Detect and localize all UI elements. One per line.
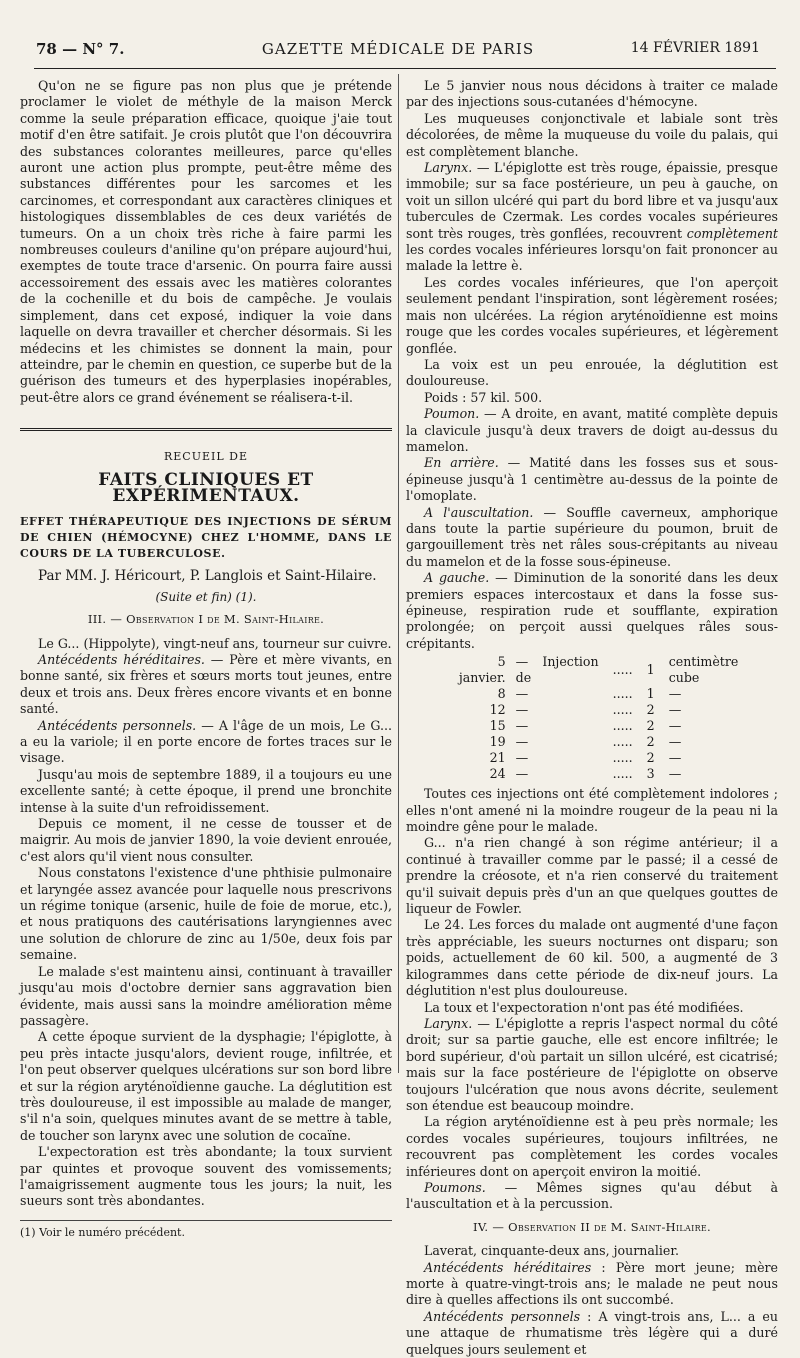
patient-line: Le G... (Hippolyte), vingt-neuf ans, tourneur sur cuivre. [38, 635, 392, 651]
personal-antecedents [20, 718, 392, 767]
injection-day: 19 [489, 734, 506, 750]
footnote-rule [20, 1220, 392, 1221]
left-side-text: — Diminution de la sonorité dans les deux premiers espaces intercostaux et dans la fosse sus-épineuse, respiration rude et soufflante, expiration prolongée; on perçoit aussi quelques râles sous-crépitants. [406, 570, 778, 651]
body-paragraph: La toux et l'expectoration n'ont pas été modifiées. [424, 999, 744, 1015]
injection-dots: ..... [612, 734, 633, 750]
section-kicker: RECUEIL DE [163, 450, 249, 464]
injection-quantity: 2 [646, 702, 655, 718]
injection-quantity: 2 [646, 718, 655, 734]
injection-quantity: 1 [646, 686, 655, 702]
body-paragraph: A cette époque survient de la dysphagie; l'épiglotte, à peu près intacte jusqu'alors, devient rouge, infiltrée, et l'on peut observer quelques ulcérations sur son bord libre et sur la région aryténoïdienne gauche. La déglutition est très douloureuse, il est impossible au malade de manger, s'il n'a soin, quelques minutes avant de se mettre à table, de toucher son larynx avec une solution de cocaïne. [20, 1029, 392, 1143]
posterior-paragraph [406, 455, 778, 504]
injection-dots: ..... [612, 686, 633, 702]
injection-row [450, 686, 778, 702]
larynx-text-end: les cordes vocales inférieures lorsqu'on fait prononcer au malade la lettre è. [406, 242, 778, 274]
injection-row [450, 718, 778, 734]
hereditary-label: Antécédents héréditaires. [38, 651, 205, 667]
larynx-label: Larynx. [424, 160, 473, 176]
injection-unit: — [668, 750, 682, 766]
injection-unit: — [668, 686, 682, 702]
injection-quantity: 3 [646, 766, 655, 782]
body-paragraph: Depuis ce moment, il ne cesse de tousser et de maigrir. Au mois de janvier 1890, la voie devient enrouée, c'est alors qu'il vient nous consulter. [20, 816, 392, 864]
body-paragraph: L'expectoration est très abondante; la toux survient par quintes et provoque souvent des vomissements; l'amaigrissement augmente tous les jours; la nuit, les sueurs sont très abondantes. [20, 1144, 392, 1209]
patient-2-line: Laverat, cinquante-deux ans, journalier. [424, 1243, 679, 1259]
injection-label: — Injection de [515, 654, 599, 686]
hereditary-2-label: Antécédents héréditaires [424, 1259, 592, 1275]
injection-row [450, 702, 778, 718]
injection-unit: — [668, 718, 682, 734]
injection-unit: — [668, 766, 682, 782]
injection-quantity: 2 [646, 750, 655, 766]
injection-label: — [515, 750, 529, 766]
hereditary-text: — Père et mère vivants, en bonne santé, six frères et sœurs morts tout jeunes, entre deux et trois ans. Deux frères encore vivants et en bonne santé. [20, 651, 392, 717]
posterior-label: En arrière. [424, 455, 499, 471]
observation-2-title: IV. — Observation II de M. Saint-Hilaire. [473, 1219, 711, 1234]
injection-day: 12 [489, 702, 506, 718]
personal-antecedents-2 [406, 1309, 778, 1358]
posterior-text: — Matité dans les fosses sus et sous-épineuse jusqu'à 1 centimètre au-dessus de la pointe de l'omoplate. [406, 455, 778, 504]
injection-dots: ..... [612, 662, 633, 678]
body-paragraph: Le 5 janvier nous nous décidons à traiter ce malade par des injections sous-cutanées d'hémocyne. [406, 78, 778, 110]
left-side-paragraph [406, 570, 778, 652]
lungs-text: — Mêmes signes qu'au début à l'auscultation et à la percussion. [406, 1179, 778, 1212]
personal-text: — A l'âge de un mois, Le G... a eu la variole; il en porte encore de fortes traces sur le visage. [20, 717, 392, 766]
injection-row [450, 766, 778, 782]
larynx-emphasis: complètement [686, 225, 778, 241]
larynx-paragraph [406, 160, 778, 275]
hereditary-antecedents [20, 652, 392, 718]
body-paragraph: Le 24. Les forces du malade ont augmenté d'une façon très appréciable, les sueurs nocturnes ont disparu; son poids, actuellement de 60 kil. 500, a augmenté de 3 kilogrammes dans cette période de dix-neuf jours. La déglutition n'est plus douloureuse. [406, 917, 778, 999]
intro-paragraph: Qu'on ne se figure pas non plus que je prétende proclamer le violet de méthyle de la maison Merck comme la seule préparation efficace, quoique j'aie tout motif d'en être satifait. Je crois plutôt que l'on découvrira des substances colorantes meilleures, parce qu'elles auront une action plus prompte, peut-être même des substances différentes pour les sarcomes et les carcinomes, et correspondant aux caractères cliniques et histologiques dissemblables de ces deux variétés de tumeurs. On a un choix très riche à faire parmi les nombreuses couleurs d'aniline qu'on prépare aujourd'hui, exemptes de toute trace d'arsenic. On pourra faire aussi accessoirement des essais avec les matières colorantes de la cochenille et du bois de campêche. Je voulais simplement, dans cet exposé, indiquer la voie dans laquelle on devra travailler et chercher désormais. Si les médecins et les chimistes se donnent la main, pour atteindre, par le chemin en question, ce superbe but de la guérison des tumeurs et des hyperplasies inopérables, peut-être alors ce grand événement se réalisera-t-il. [20, 78, 392, 405]
lungs-label: Poumons. [424, 1179, 486, 1195]
auscultation-label: A l'auscultation. [424, 504, 534, 520]
injection-row [450, 750, 778, 766]
body-paragraph: La région aryténoïdienne est à peu près normale; les cordes vocales supérieures, toujours infiltrées, ne recouvrent pas complètement les cordes vocales inférieures dont on aperçoit environ la moitié. [406, 1114, 778, 1179]
injection-label: — [515, 734, 529, 750]
injection-day: 21 [489, 750, 506, 766]
injection-dots: ..... [612, 766, 633, 782]
larynx-followup-paragraph [406, 1016, 778, 1114]
left-side-label: A gauche. [424, 570, 490, 586]
auscultation-paragraph [406, 505, 778, 571]
injection-row [450, 734, 778, 750]
body-paragraph: Toutes ces injections ont été complètement indolores ; elles n'ont amené ni la moindre rougeur de la peau ni la moindre gêne pour le malade. [406, 786, 778, 835]
journal-title: GAZETTE MÉDICALE DE PARIS [261, 40, 535, 58]
page-header [36, 38, 760, 62]
injection-quantity: 2 [646, 734, 655, 750]
injection-quantity: 1 [646, 662, 655, 678]
injection-unit: — [668, 734, 682, 750]
lungs-paragraph [406, 1180, 778, 1213]
article-title: EFFET THÉRAPEUTIQUE DES INJECTIONS DE SÉRUM DE CHIEN (HÉMOCYNE) CHEZ L'HOMME, DANS LE COURS DE LA TUBERCULOSE. [20, 515, 392, 561]
body-paragraph: Les cordes vocales inférieures, que l'on aperçoit seulement pendant l'inspiration, sont légèrement rosées; mais non ulcérées. La région aryténoïdienne est moins rouge que les cordes vocales supérieures, et légèrement gonflée. [406, 274, 778, 356]
injection-unit: — [668, 702, 682, 718]
injection-day: 5 janvier. [458, 654, 506, 686]
section-separator [20, 428, 392, 431]
lung-paragraph [406, 406, 778, 455]
injection-table [450, 654, 778, 782]
personal-2-label: Antécédents personnels [424, 1308, 581, 1324]
weight-line: Poids : 57 kil. 500. [424, 389, 543, 405]
footnote: (1) Voir le numéro précédent. [20, 1225, 185, 1239]
injection-dots: ..... [612, 702, 633, 718]
header-rule [34, 68, 776, 69]
injection-day: 24 [489, 766, 506, 782]
injection-label: — [515, 718, 529, 734]
left-column [20, 78, 392, 1241]
body-paragraph: Le malade s'est maintenu ainsi, continuant à travailler jusqu'au mois d'octobre dernier sans aggravation bien évidente, mais aussi sans la moindre amélioration même passagère. [20, 963, 392, 1028]
body-paragraph: Jusqu'au mois de septembre 1889, il a toujours eu une excellente santé; à cette époque, il prend une bronchite intense à la suite d'un refroidissement. [20, 766, 392, 815]
injection-label: — [515, 702, 529, 718]
page-number: 78 — N° 7. [36, 40, 125, 58]
observation-title: III. — Observation I de M. Saint-Hilaire. [87, 612, 325, 627]
injection-row [450, 654, 778, 686]
hereditary-2-text: : Père mort jeune; mère morte à quatre-vingt-trois ans; le malade ne peut nous dire à quelles affections ils ont succombé. [406, 1259, 779, 1308]
section-heading: FAITS CLINIQUES ET EXPÉRIMENTAUX. [98, 469, 314, 506]
larynx-followup-label: Larynx. [424, 1015, 473, 1031]
injection-label: — [515, 766, 529, 782]
lung-text: — A droite, en avant, matité complète depuis la clavicule jusqu'à deux travers de doigt au-dessus du mamelon. [406, 406, 778, 454]
personal-label: Antécédents personnels. [38, 717, 197, 733]
article-authors: Par MM. J. Héricourt, P. Langlois et Saint-Hilaire. [38, 568, 377, 585]
lung-label: Poumon. [424, 406, 480, 422]
body-paragraph: La voix est un peu enrouée, la déglutition est douloureuse. [406, 356, 778, 389]
hereditary-antecedents-2 [406, 1260, 778, 1309]
injection-label: — [515, 686, 529, 702]
column-divider [398, 74, 399, 1073]
issue-date: 14 FÉVRIER 1891 [630, 40, 760, 56]
injection-dots: ..... [612, 750, 633, 766]
injection-dots: ..... [612, 718, 633, 734]
injection-day: 15 [489, 718, 506, 734]
larynx-text: — L'épiglotte est très rouge, épaissie, presque immobile; sur sa face postérieure, un peu à gauche, on voit un sillon ulcéré qui part du bord libre et va jusqu'aux tubercules de Czermak. Les cordes vocales supérieures sont très rouges, très gonflées, recouvrent [406, 160, 778, 241]
auscultation-text: — Souffle caverneux, amphorique dans toute la partie supérieure du poumon, bruit de gargouillement très net râles sous-crépitants au niveau du mamelon et de la fosse sous-épineuse. [406, 504, 778, 569]
continuation-note: (Suite et fin) (1). [155, 589, 257, 604]
body-paragraph: Les muqueuses conjonctivale et labiale sont très décolorées, de même la muqueuse du voile du palais, qui est complètement blanche. [406, 110, 778, 159]
personal-2-text: : A vingt-trois ans, L... a eu une attaque de rhumatisme très légère qui a duré quelques jours seulement et [406, 1308, 778, 1357]
larynx-followup-text: — L'épiglotte a repris l'aspect normal du côté droit; sur sa partie gauche, elle est encore infiltrée; le bord supérieur, d'où partait un sillon ulcéré, est cicatrisé; mais sur la face postérieure de l'épiglotte on observe toujours l'ulcération que nous avons décrite, seulement son étendue est beaucoup moindre. [406, 1015, 778, 1113]
body-paragraph: Nous constatons l'existence d'une phthisie pulmonaire et laryngée assez avancée pour laquelle nous prescrivons un régime tonique (arsenic, huile de foie de morue, etc.), et nous pratiquons des cautérisations laryngiennes avec une solution de chlorure de zinc au 1/50e, deux fois par semaine. [20, 865, 392, 963]
body-paragraph: G... n'a rien changé à son régime antérieur; il a continué à travailler comme par le passé; il a cessé de prendre la créosote, et n'a rien conservé du traitement qu'il suivait depuis près d'un an que quelques gouttes de liqueur de Fowler. [406, 835, 778, 917]
injection-unit: centimètre cube [668, 654, 739, 686]
right-column [406, 78, 778, 1358]
injection-day: 8 [497, 686, 506, 702]
